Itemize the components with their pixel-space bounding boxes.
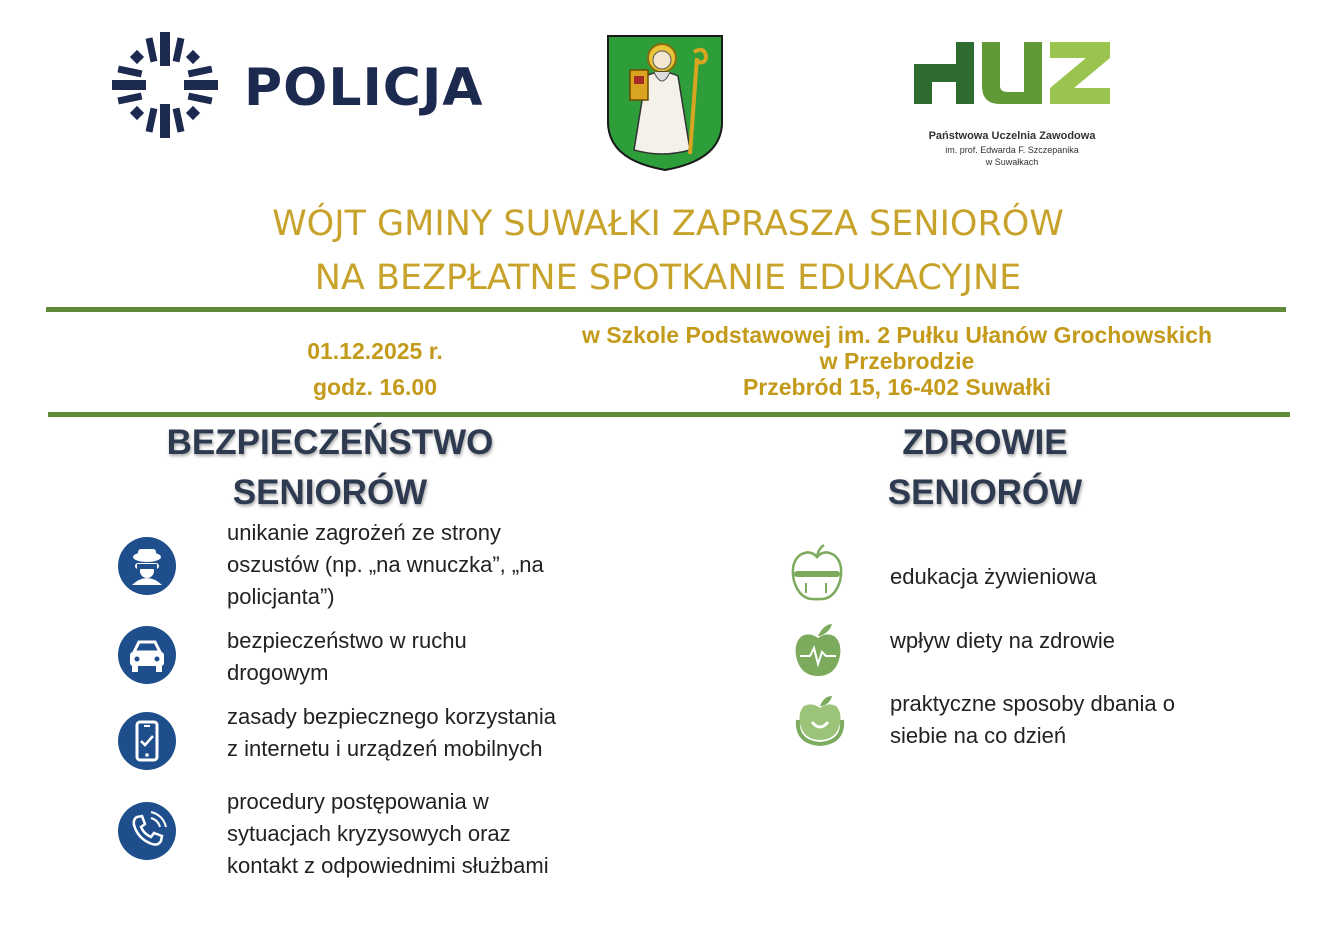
health-item-1: edukacja żywieniowa (890, 564, 1097, 589)
health-item-3: praktyczne sposoby dbania o siebie na co dzień (890, 691, 1175, 748)
event-date: 01.12.2025 r. (307, 338, 443, 364)
venue-line-3: Przebród 15, 16-402 Suwałki (742, 374, 1052, 400)
venue-line-1: w Szkole Podstawowej im. 2 Pułku Ułanów Grochowskich (581, 322, 1213, 348)
health-title-line-1: ZDROWIE (902, 423, 1068, 462)
divider-top (46, 307, 1286, 312)
apple-care-icon (794, 694, 846, 746)
event-time: godz. 16.00 (313, 374, 437, 400)
headline-line-2: NA BEZPŁATNE SPOTKANIE EDUKACYJNE (314, 258, 1022, 298)
fraudster-icon (118, 537, 176, 595)
phone-call-icon (118, 802, 176, 860)
health-title (760, 418, 1210, 518)
health-title-line-2: SENIORÓW (887, 473, 1083, 512)
gmina-coat-of-arms-icon (604, 32, 726, 172)
safety-title-line-2: SENIORÓW (232, 473, 428, 512)
event-datetime (240, 333, 510, 405)
safety-title-line-1: BEZPIECZEŃSTWO (166, 423, 494, 462)
safety-item-2: bezpieczeństwo w ruchu drogowym (227, 628, 467, 685)
safety-item-3: zasady bezpiecznego korzystania z internetu i urządzeń mobilnych (227, 704, 556, 761)
police-wordmark: POLICJA (244, 58, 484, 118)
university-patron: im. prof. Edwarda F. Szczepanika (945, 145, 1079, 155)
university-name: Państwowa Uczelnia Zawodowa (928, 130, 1096, 142)
car-icon (118, 626, 176, 684)
police-star-icon (110, 30, 220, 140)
apple-heartbeat-icon (794, 622, 842, 680)
police-logo (110, 30, 484, 140)
health-item-2: wpływ diety na zdrowie (890, 628, 1115, 653)
safety-title (110, 418, 550, 518)
headline-line-1: WÓJT GMINY SUWAŁKI ZAPRASZA SENIORÓW (272, 204, 1064, 244)
university-city: w Suwałkach (985, 157, 1039, 167)
venue-line-2: w Przebrodzie (819, 348, 975, 374)
university-logo (912, 34, 1122, 174)
event-venue (500, 322, 1294, 400)
smartphone-icon (118, 712, 176, 770)
safety-item-1: unikanie zagrożeń ze strony oszustów (np. „na wnuczka”, „na policjanta”) (227, 520, 544, 609)
apple-plate-icon (790, 543, 844, 605)
divider-bottom (48, 412, 1290, 417)
puz-logo-icon (912, 34, 1112, 114)
safety-item-4: procedury postępowania w sytuacjach kryzysowych oraz kontakt z odpowiednimi służbami (227, 789, 549, 878)
gmina-crest (604, 32, 726, 172)
